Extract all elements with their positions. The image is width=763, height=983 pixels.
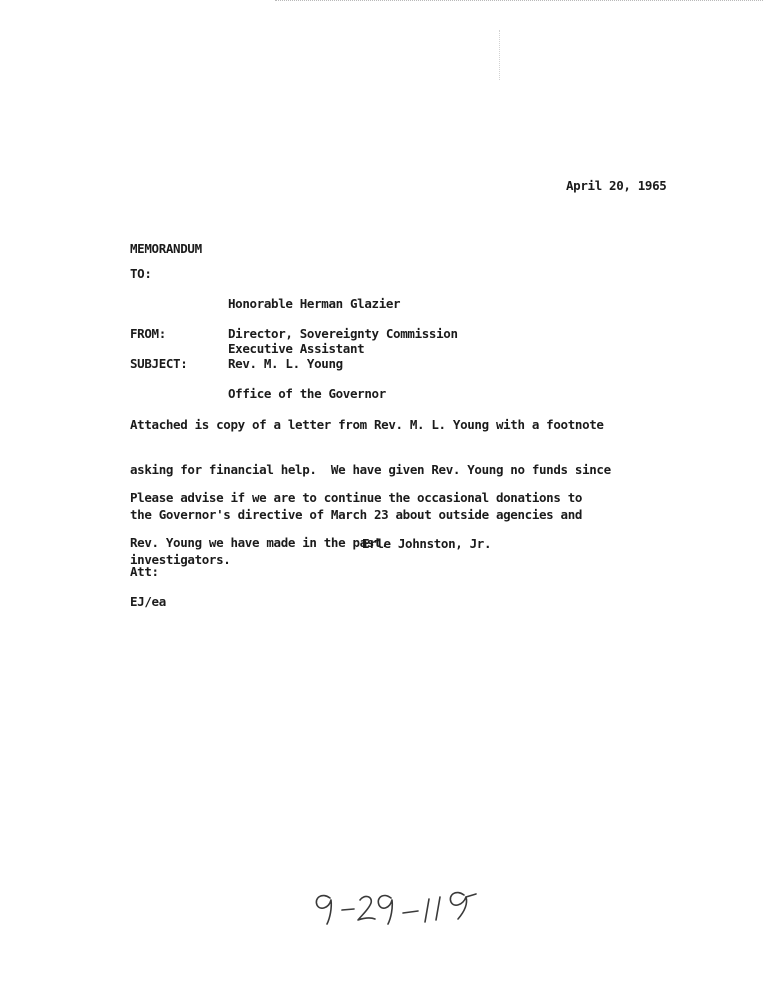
from-label: FROM: [130, 326, 166, 341]
body-line: investigators. [130, 552, 231, 567]
to-label: TO: [130, 266, 152, 281]
body-line: Please advise if we are to continue the occasional donations to [130, 490, 583, 505]
to-line-title: Executive Assistant [228, 341, 365, 356]
memo-date: April 20, 1965 [566, 178, 667, 193]
attachment-label: Att: [130, 564, 159, 579]
scan-edge-dots [275, 0, 763, 1]
subject-label: SUBJECT: [130, 356, 188, 371]
body-line: the Governor's directive of March 23 about outside agencies and [130, 507, 583, 522]
body-line: Rev. Young we have made in the past. [130, 535, 389, 550]
body-paragraph-2 [130, 460, 582, 580]
memo-title: MEMORANDUM [130, 241, 202, 256]
subject-value: Rev. M. L. Young [228, 356, 343, 371]
signature-name: Erle Johnston, Jr. [362, 536, 492, 551]
handwritten-document-number [308, 878, 498, 938]
to-line-name: Honorable Herman Glazier [228, 296, 401, 311]
scan-specks [499, 30, 501, 80]
to-line-office: Office of the Governor [228, 386, 386, 401]
body-line: asking for financial help. We have given Rev. Young no funds since [130, 462, 611, 477]
typist-initials: EJ/ea [130, 594, 166, 609]
from-value: Director, Sovereignty Commission [228, 326, 458, 341]
body-line: Attached is copy of a letter from Rev. M. L. Young with a footnote [130, 417, 604, 432]
